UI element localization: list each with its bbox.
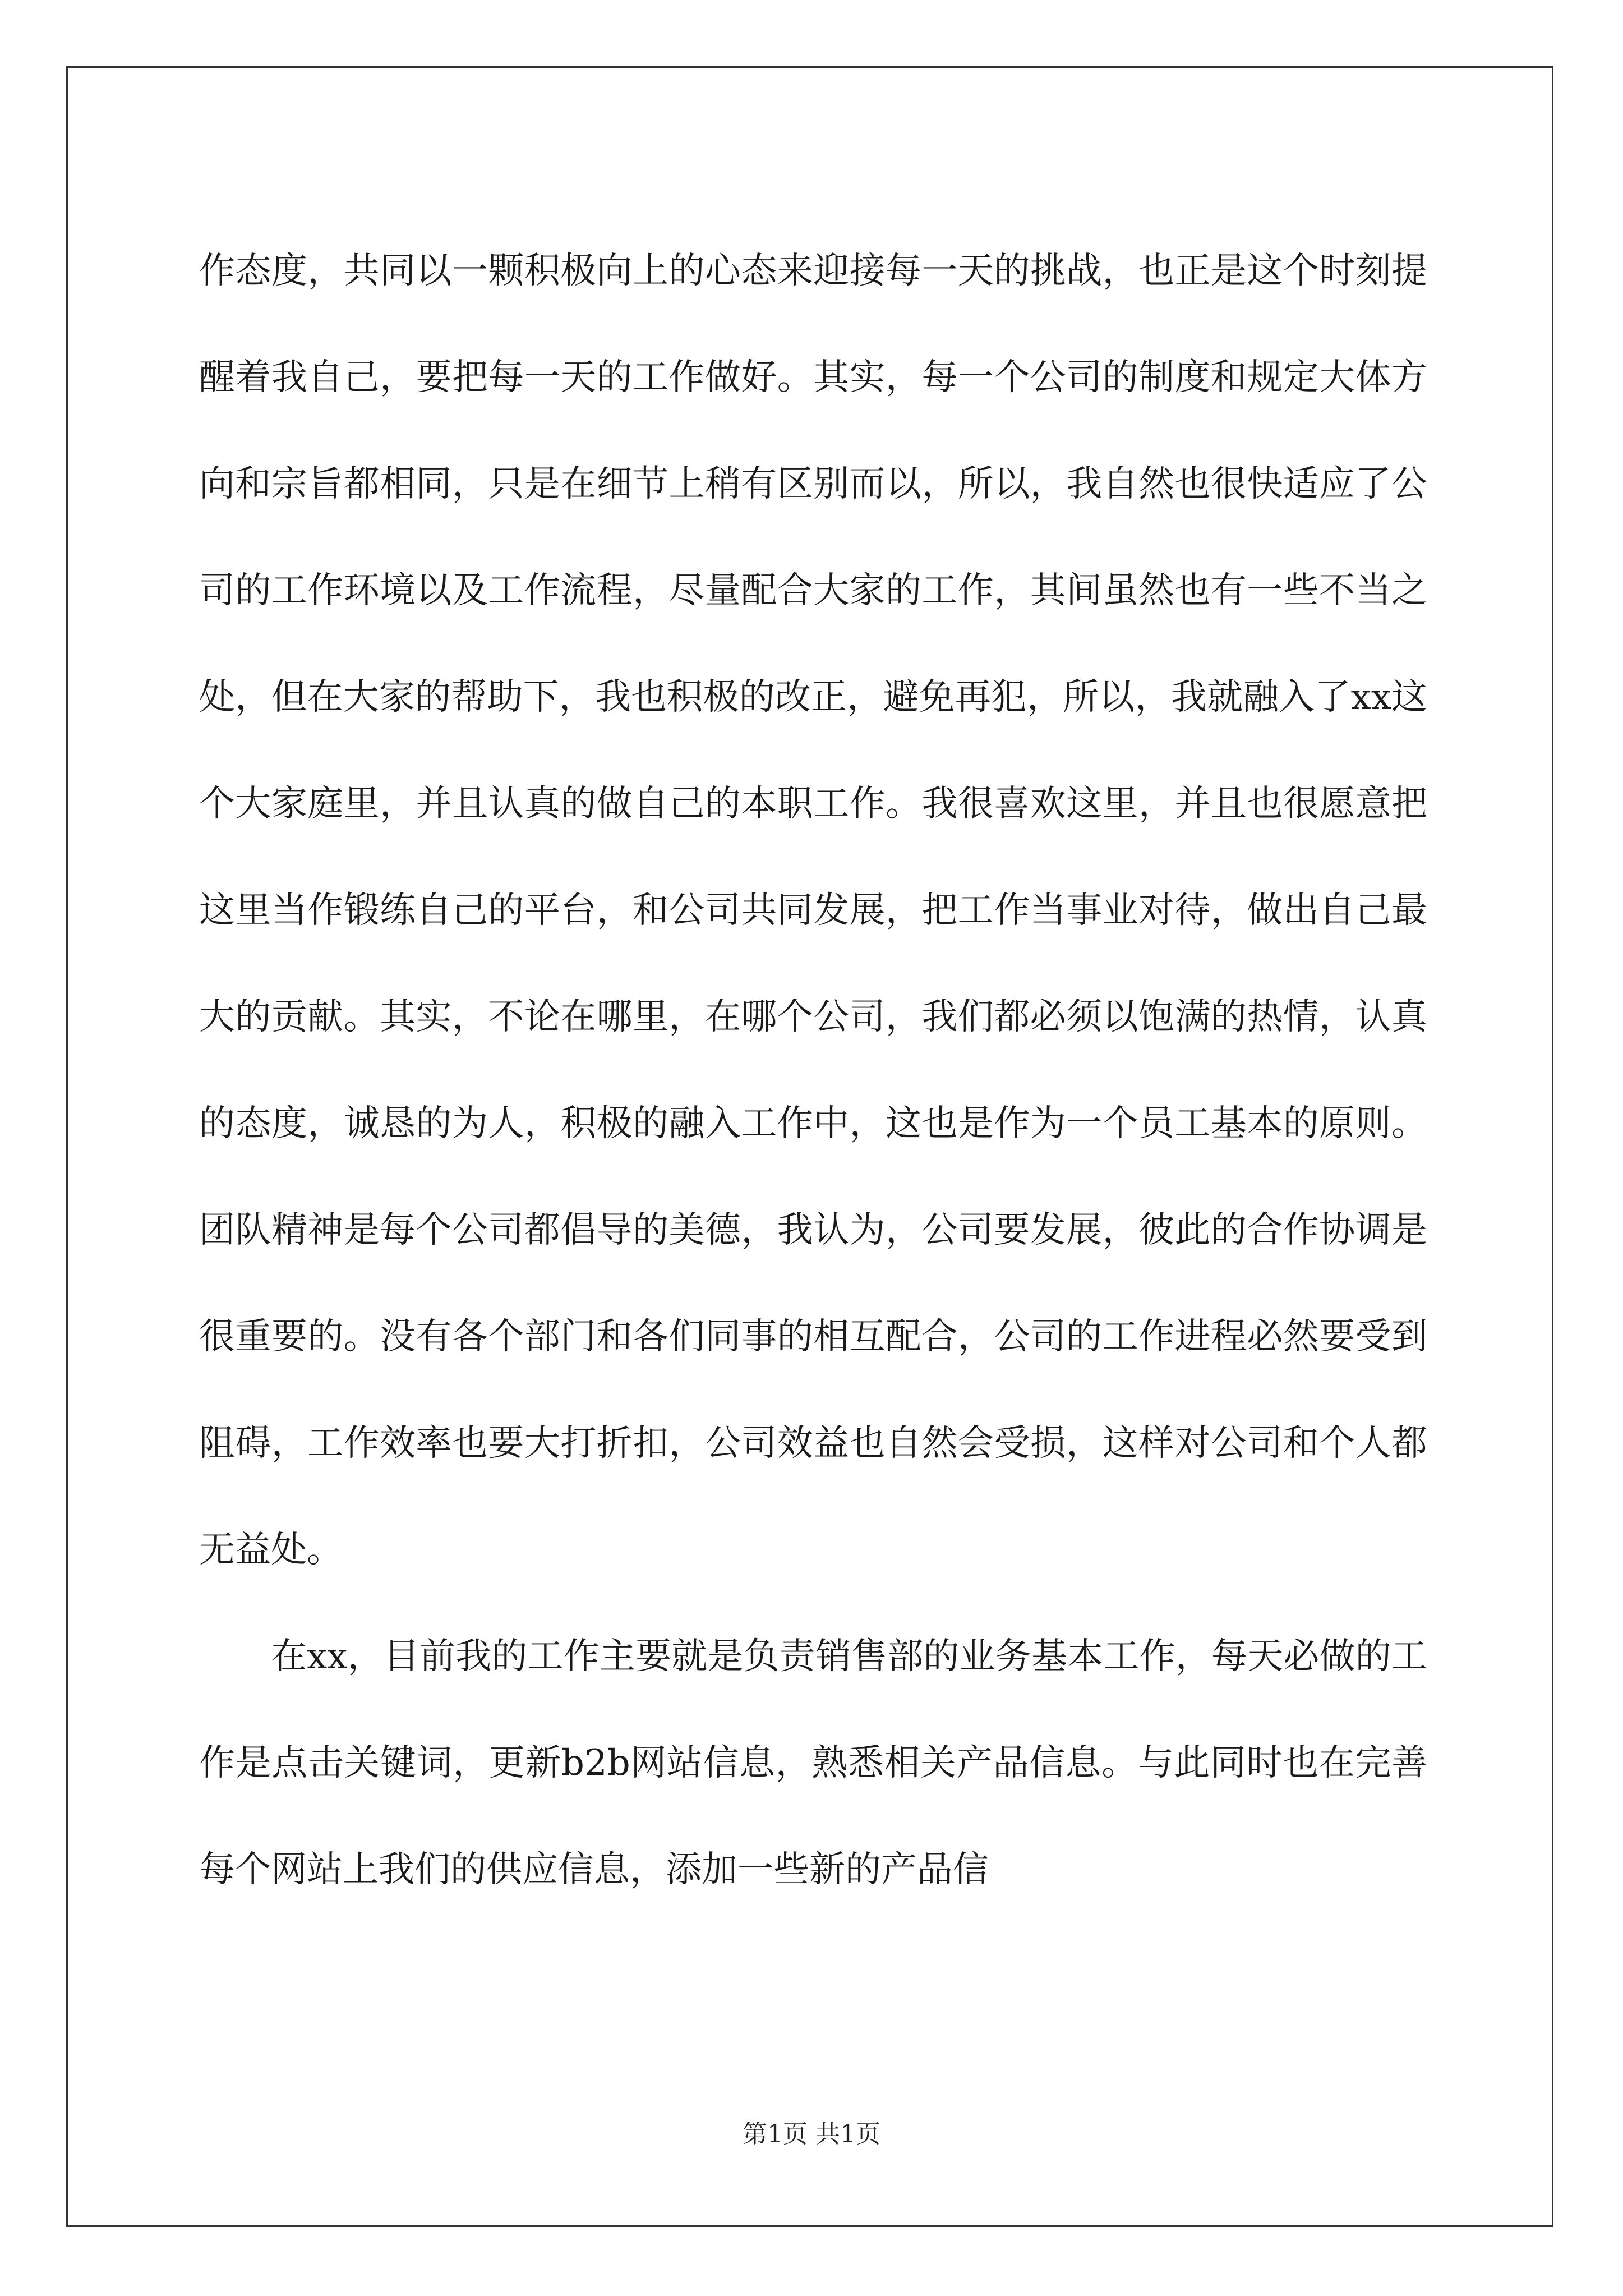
page-footer: 第1页 共1页 (743, 2120, 880, 2148)
document-body (199, 218, 1427, 1923)
paragraph-2: 在xx，目前我的工作主要就是负责销售部的业务基本工作，每天必做的工作是点击关键词，更新b2b网站信息，熟悉相关产品信息。与此同时也在完善每个网站上我们的供应信息，添加一些新的产品信 (199, 1636, 1427, 1890)
paragraph-1: 作态度，共同以一颗积极向上的心态来迎接每一天的挑战，也正是这个时刻提醒着我自己，要把每一天的工作做好。其实，每一个公司的制度和规定大体方向和宗旨都相同，只是在细节上稍有区别而以，所以，我自然也很快适应了公司的工作环境以及工作流程，尽量配合大家的工作，其间虽然也有一些不当之处，但在大家的帮助下，我也积极的改正，避免再犯，所以，我就融入了xx这个大家庭里，并且认真的做自己的本职工作。我很喜欢这里，并且也很愿意把这里当作锻练自己的平台，和公司共同发展，把工作当事业对待，做出自己最大的贡献。其实，不论在哪里，在哪个公司，我们都必须以饱满的热情，认真的态度，诚恳的为人，积极的融入工作中，这也是作为一个员工基本的原则。团队精神是每个公司都倡导的美德，我认为，公司要发展，彼此的合作协调是很重要的。没有各个部门和各们同事的相互配合，公司的工作进程必然要受到阻碍，工作效率也要大打折扣，公司效益也自然会受损，这样对公司和个人都无益处。 (199, 250, 1427, 1571)
